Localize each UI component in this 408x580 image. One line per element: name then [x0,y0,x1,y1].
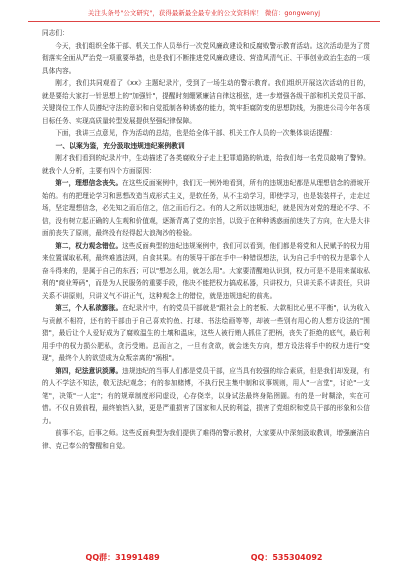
paragraph [42,152,370,177]
paragraph-text: 下面，我讲三点意见，作为活动的总结，也是给全体干部、机关工作人员的一次集体谈话提醒： [55,129,337,137]
paragraph-text: 这些反面典型的违纪违规案例中，我们可以看到，他们都是将党和人民赋予的权力用来位置谋取私利，最终难逃法网，自食其果。有的领导干部在手中一种错误想法，认为自己手中的权力是靠个人奋斗得来的，是属于自己的东西；可以"想怎么用，就怎么用"。大家要清醒地认识到，权力可是不是用来谋取私利的"商业筹码"，而是为人民服务的重要手段，他决不能把权力搞成私器，只讲权力，只讲关系不讲责任，只讲关系不讲原则，只讲义气不讲正气，这种观念上的错位，就是违规违纪的前兆。 [42,241,370,300]
paragraph-lead: 第四，纪法意识淡薄。 [55,366,123,375]
section-heading [42,140,370,153]
paragraph [42,27,370,40]
header-banner [30,8,378,18]
paragraph-lead: 第二，权力观念错位。 [55,241,123,250]
qq-group: QQ群：31991489 [85,553,160,562]
paragraph-text: 违规违纪的当事人们都是党员干部，应当具有较强的综合素质，但是我们却发现，有的人不学法不知法，敬无法纪观念；有的参加赌博，不执行民主集中制和议事规则，用人"一言堂"，讨论"一支笔"，决策"一人定"；有的规章制度形同虚设，心存侥幸，以身试法最终身陷囹圄。有的是一时糊涂，实在可惜。不仅自毁前程，最终锒铛入狱，更是严重损害了国家和人民的利益，损害了党组织和党员干部的形象和公信力。 [42,366,370,425]
paragraph [42,427,370,452]
paragraph-text: 一、以案为鉴，充分汲取违规违纪案例教训 [55,141,185,150]
paragraph [42,127,370,140]
promo-text: 关注头条号"公文研究"，获得最新最全最专业的公文资料库！ [87,9,263,17]
paragraph [42,365,370,428]
paragraph-text: 同志们： [42,29,69,37]
paragraph-text: 今天，我们组织全体干部、机关工作人员举行一次党风廉政建设和反腐败警示教育活动。这次活动是为了贯彻落实全面从严治党一项重要举措，也是我们不断推进党风廉政建设、营造风清气正、干事创业政治生态的一项具体内容。 [42,41,370,75]
paragraph [42,77,370,127]
paragraph [42,177,370,240]
paragraph-text: 刚才我们看到的纪录片中，生动描述了各类腐败分子走上犯罪道路的轨迹，给我们每一名党员敲响了警钟。就我个人分析，主要有四个方面原因： [42,154,370,175]
paragraph-text: 前事不忘，后事之师。这些反面典型为我们提供了难得的警示教材，大家要从中深刻汲取教训，增强廉洁自律、克己奉公的警醒和自觉。 [42,429,370,450]
paragraph-text: 刚才，我们共同观看了《xx》主题纪录片，受到了一场生动的警示教育。我们组织开展这次活动的目的，就是要给大家打一针思想上的"加强针"，提醒时刻绷紧廉洁自律这根弦，进一步增强各级干部和机关党员干部、关键岗位工作人员遵纪守法的意识和自觉抵制各种诱惑的能力，筑牢拒腐防变的思想防线，为推进公司今年各项目标任务、实现高质量转型发展提供坚强纪律保障。 [42,79,370,125]
qq-contact: QQ：535304092 [250,553,323,562]
header-divider [28,21,380,22]
footer [40,552,368,563]
wechat-id: 微信：gongwenyj [264,9,321,17]
paragraph-lead: 第一，理想信念丧失。 [55,179,123,187]
document-body [42,27,370,452]
paragraph [42,240,370,303]
paragraph-text: 在纪录片中，有的党员干部就是"跟社会上的老板、大款相比心里不平衡"，认为收入与贡献不相符，还有的干部由于自己喜欢钓鱼、打球、书法绘画等等，却被一些别有用心的人想方设法的"围猎"，最后让个人爱好成为了腐败温生的土壤和温床，这些人被行贿人抓住了把柄，丧失了拒绝的底气，最后利用手中的权力损公肥私，贪污受贿。总而言之，一旦有贪欲，就会迷失方向，想方设法将手中的权力进行"变现"，最终个人的欲望成为众叛亲离的"祸根"。 [42,304,370,362]
paragraph [42,302,370,365]
paragraph-lead: 第三，个人私欲膨胀。 [55,304,123,312]
paragraph [42,40,370,78]
paragraph-text: 在这些反面案例中，我们无一例外地看到，所有的违规违纪都是从理想信念的滑坡开始的。有的把理论学习和思想改造当成形式主义，是软任务，从不主动学习，即使学习，也是装装样子，走走过场，坚定理想信念，必先知之而后信之，信之而后行之。有的人之所以违规违纪，就是因为对党的理论不学、不信，没有树立起正确的人生观和价值观，逐渐背离了党的宗旨，以致于在种种诱惑面前迷失了方向，在大是大非面前丧失了原则，最终没有经得起大浪淘沙的检验。 [42,179,370,237]
